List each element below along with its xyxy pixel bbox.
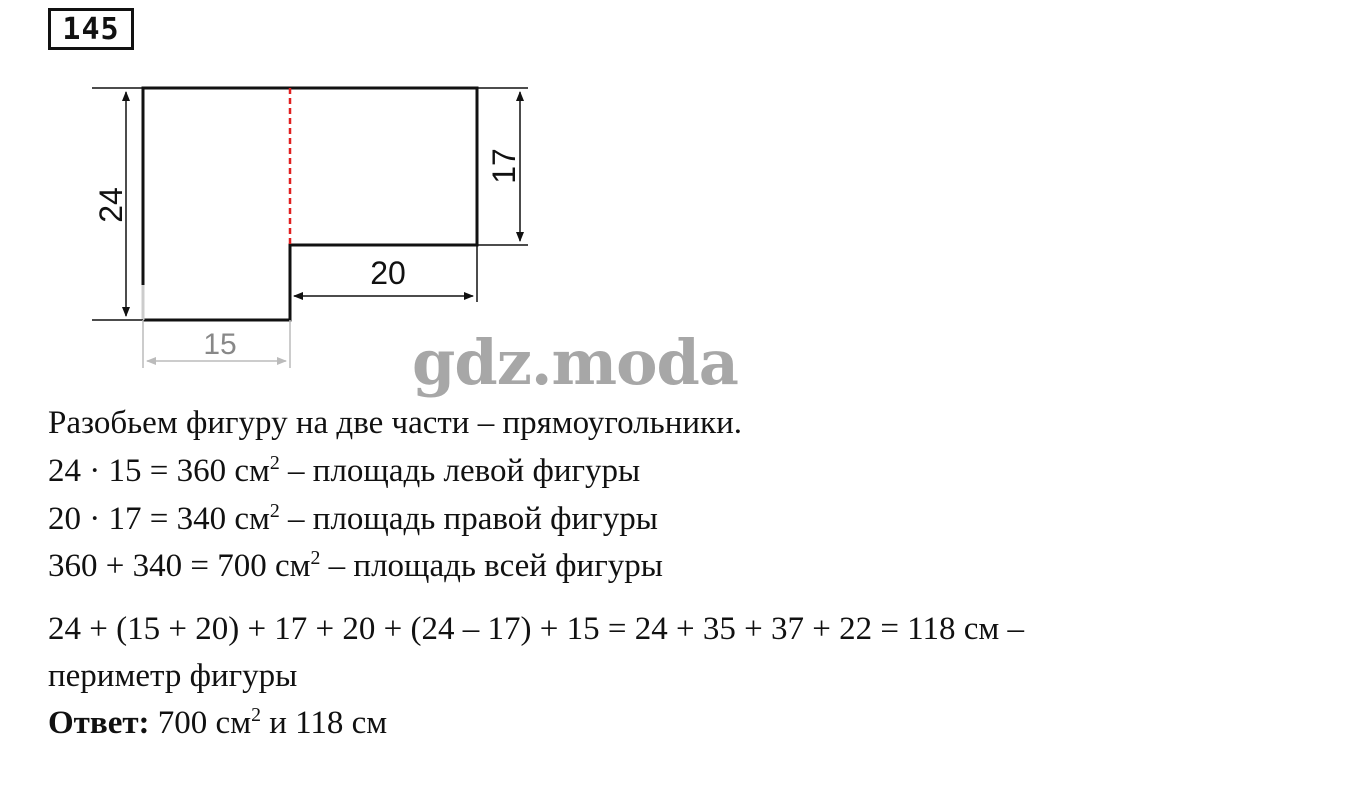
solution-intro: Разобьем фигуру на две части – прямоугольники. [48,405,742,441]
area-total-description: – площадь всей фигуры [320,548,663,584]
area-right-description: – площадь правой фигуры [279,501,658,537]
solution-line-1 [48,452,641,489]
dimension-label-17: 17 [486,148,522,184]
perimeter-expression: 24 + (15 + 20) + 17 + 20 + (24 – 17) + 15 = 24 + 35 + 37 + 22 = 118 см – [48,611,1024,647]
dimension-label-15: 15 [203,328,237,361]
answer-perimeter: и 118 см [260,705,388,741]
solution-line-2 [48,500,658,537]
task-number: 145 [48,8,134,50]
area-total-expression: 360 + 340 = 700 см [48,548,311,584]
perimeter-description: периметр фигуры [48,658,298,694]
answer-label: Ответ: [48,705,150,741]
solution-line-3 [48,547,663,584]
answer-line [48,704,388,741]
superscript: 2 [251,704,261,727]
dimension-label-20: 20 [370,255,406,291]
figure-outline [143,88,477,320]
superscript: 2 [310,547,321,570]
watermark: gdz.moda [412,326,738,399]
dimension-label-24: 24 [93,187,129,223]
area-right-expression: 20 · 17 = 340 см [48,501,270,537]
answer-area: 700 см [149,705,252,741]
area-left-description: – площадь левой фигуры [279,453,641,489]
superscript: 2 [269,500,280,523]
area-left-expression: 24 · 15 = 360 см [48,453,270,489]
superscript: 2 [269,452,280,475]
